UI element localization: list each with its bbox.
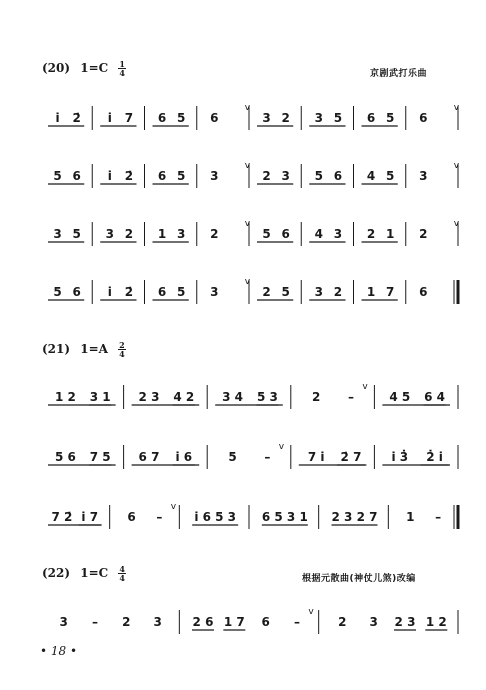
note-group: 5 bbox=[386, 111, 395, 125]
note-group: 1 bbox=[406, 510, 415, 524]
meter-numerator: 4 bbox=[119, 564, 125, 574]
note-group: 5 bbox=[262, 227, 271, 241]
section-number: (20) bbox=[42, 61, 71, 75]
note-group: 2 bbox=[262, 285, 271, 299]
note-group: i bbox=[55, 111, 60, 125]
key-signature: 1=C bbox=[80, 566, 109, 580]
note-group: 1 bbox=[157, 227, 167, 241]
note-group: 6 bbox=[210, 111, 219, 125]
note-group: 3 bbox=[210, 285, 219, 299]
note-group: 6 bbox=[419, 111, 428, 125]
meter-denominator: 4 bbox=[119, 68, 125, 78]
section-20-source: 京剧武打乐曲 bbox=[370, 69, 428, 79]
note-group: 7 bbox=[386, 285, 395, 299]
note-group: 2 bbox=[419, 227, 428, 241]
note-group: 7 i bbox=[307, 450, 325, 464]
note-group: 6 4 bbox=[424, 390, 446, 404]
note-group: 3 bbox=[419, 169, 428, 183]
note-group: 3 1 bbox=[89, 390, 111, 404]
note-group: 3 bbox=[262, 111, 271, 125]
note-group: 6 bbox=[157, 169, 167, 183]
note-group: 6 bbox=[261, 615, 270, 629]
note-group: 5 bbox=[386, 169, 395, 183]
note-group: 5 bbox=[333, 111, 343, 125]
breath-mark: v bbox=[278, 442, 285, 452]
breath-mark: v bbox=[244, 277, 251, 287]
note-group: i 3̇ bbox=[391, 450, 409, 464]
note-group: 6 bbox=[366, 111, 376, 125]
breath-mark: v bbox=[244, 161, 251, 171]
note-group: 3 bbox=[153, 615, 162, 629]
note-group: 3 bbox=[210, 169, 219, 183]
note-group: 6 bbox=[333, 169, 343, 183]
note-group: 7 bbox=[124, 111, 134, 125]
note-group: 1 2 bbox=[54, 390, 76, 404]
meter-numerator: 1 bbox=[119, 59, 125, 69]
note-group: i bbox=[107, 169, 112, 183]
breath-mark: v bbox=[170, 502, 177, 512]
note-group: 1 2 bbox=[425, 615, 447, 629]
note-group: 6 bbox=[419, 285, 428, 299]
note-group: 3 bbox=[281, 169, 290, 183]
note-group: 2̇ bbox=[72, 111, 81, 125]
note-group: 1 7 bbox=[223, 615, 245, 629]
note-group: i bbox=[107, 111, 112, 125]
note-group: 6 bbox=[127, 510, 136, 524]
note-group: 3 bbox=[369, 615, 378, 629]
note-group: 5 3 bbox=[256, 390, 278, 404]
note-group: 2̇ 7 bbox=[340, 450, 362, 464]
note-group: 3 4 bbox=[222, 390, 244, 404]
note-group: 5 bbox=[53, 169, 62, 183]
page-number: • 18 • bbox=[40, 644, 78, 658]
key-signature: 1=C bbox=[80, 61, 109, 75]
note-group: 6 bbox=[157, 285, 167, 299]
note-group: 5 bbox=[314, 169, 323, 183]
note-group: – bbox=[264, 450, 271, 464]
note-group: 6 bbox=[72, 169, 81, 183]
note-group: 6 bbox=[72, 285, 81, 299]
note-group: – bbox=[435, 510, 442, 524]
breath-mark: v bbox=[453, 219, 460, 229]
note-group: i 6 5 3 bbox=[194, 510, 237, 524]
note-group: 2 bbox=[366, 227, 376, 241]
note-group: 5 bbox=[228, 450, 237, 464]
note-group: 2 bbox=[124, 227, 134, 241]
note-group: 4 bbox=[314, 227, 323, 241]
note-group: 2 bbox=[333, 285, 343, 299]
breath-mark: v bbox=[244, 219, 251, 229]
note-group: 2 3 bbox=[138, 390, 160, 404]
note-group: 2 bbox=[210, 227, 219, 241]
note-group: 6 bbox=[157, 111, 167, 125]
meter-denominator: 4 bbox=[119, 349, 125, 359]
note-group: 7 2̇ bbox=[51, 510, 73, 524]
meter-denominator: 4 bbox=[119, 573, 125, 583]
note-group: i 6 bbox=[175, 450, 193, 464]
note-group: 2̇ bbox=[124, 169, 134, 183]
note-group: 2̇ bbox=[124, 285, 134, 299]
breath-mark: v bbox=[453, 103, 460, 113]
note-group: 1 bbox=[366, 285, 376, 299]
breath-mark: v bbox=[453, 161, 460, 171]
note-group: 2 6 bbox=[192, 615, 214, 629]
note-group: 2 bbox=[122, 615, 131, 629]
breath-mark: v bbox=[244, 103, 251, 113]
note-group: i bbox=[107, 285, 112, 299]
note-group: 5 bbox=[281, 285, 290, 299]
note-group: 2 bbox=[338, 615, 347, 629]
section-number: (22) bbox=[42, 566, 71, 580]
note-group: 5 6 bbox=[54, 450, 76, 464]
note-group: 2 bbox=[262, 169, 271, 183]
note-group: – bbox=[92, 615, 98, 629]
note-group: 3 bbox=[105, 227, 114, 241]
note-group: 5 bbox=[53, 285, 62, 299]
note-group: 3 bbox=[53, 227, 62, 241]
note-group: – bbox=[156, 510, 163, 524]
note-group: 6 7 bbox=[138, 450, 160, 464]
breath-mark: v bbox=[362, 382, 368, 392]
note-group: 2 bbox=[281, 111, 290, 125]
note-group: 2 bbox=[312, 390, 321, 404]
note-group: i 7 bbox=[81, 510, 99, 524]
note-group: 4 5 bbox=[389, 390, 411, 404]
note-group: 2 3 2 7 bbox=[331, 510, 378, 524]
note-group: – bbox=[348, 390, 354, 404]
note-group: 7 5 bbox=[89, 450, 111, 464]
note-group: 5 bbox=[177, 111, 186, 125]
note-group: 3 bbox=[333, 227, 343, 241]
note-group: 4 2 bbox=[173, 390, 195, 404]
note-group: 1 bbox=[386, 227, 395, 241]
note-group: 2̇ i bbox=[426, 450, 443, 464]
section-22-source: 根据元散曲(神仗儿煞)改编 bbox=[302, 574, 416, 584]
note-group: – bbox=[294, 615, 300, 629]
note-group: 3 bbox=[59, 615, 68, 629]
note-group: 4 bbox=[366, 169, 376, 183]
note-group: 5 bbox=[177, 285, 186, 299]
note-group: 3 bbox=[314, 111, 323, 125]
note-group: 2 3 bbox=[394, 615, 416, 629]
key-signature: 1=A bbox=[80, 342, 108, 356]
section-number: (21) bbox=[42, 342, 71, 356]
breath-mark: v bbox=[308, 607, 314, 617]
meter-numerator: 2 bbox=[119, 340, 125, 350]
note-group: 3 bbox=[314, 285, 323, 299]
note-group: 3 bbox=[177, 227, 186, 241]
note-group: 6 bbox=[281, 227, 290, 241]
note-group: 5 bbox=[177, 169, 186, 183]
note-group: 6 5 3 1 bbox=[261, 510, 308, 524]
note-group: 5 bbox=[72, 227, 81, 241]
